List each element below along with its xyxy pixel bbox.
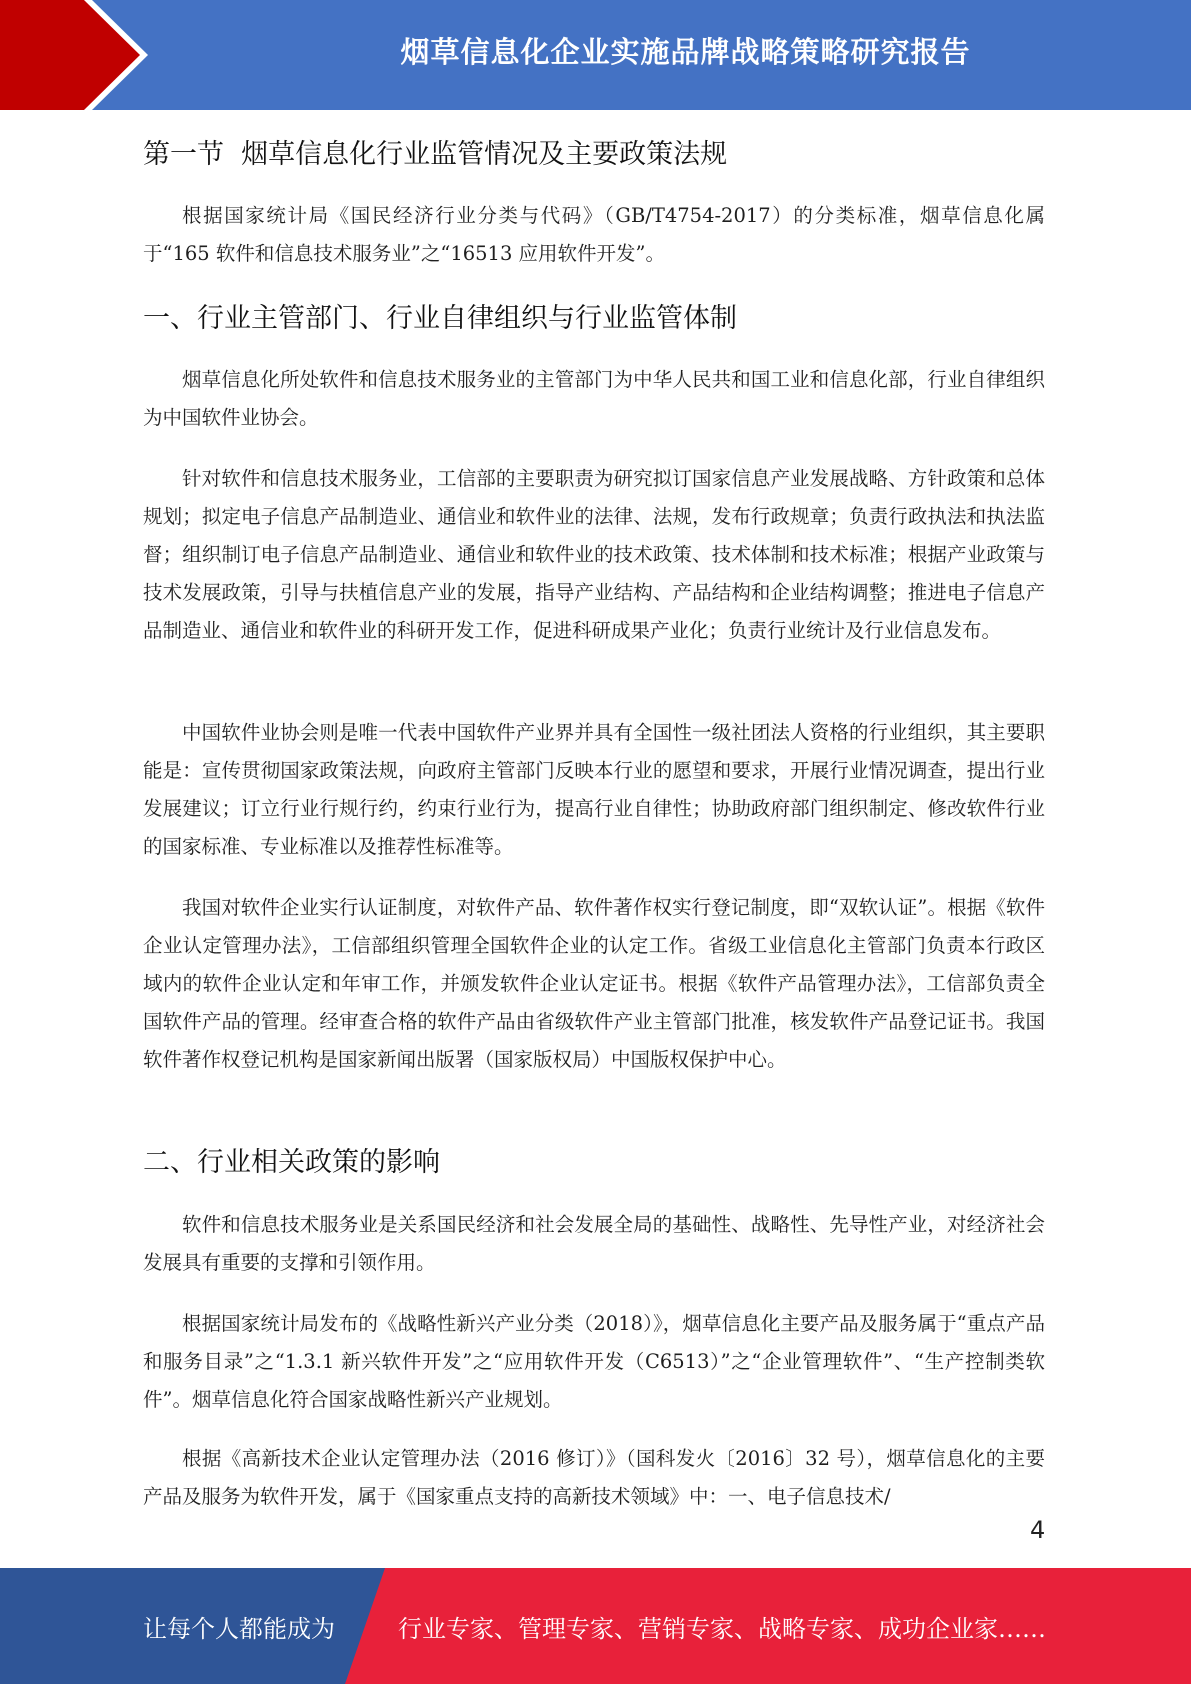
part2-paragraph: 根据国家统计局发布的《战略性新兴产业分类（2018）》，烟草信息化主要产品及服务属于“重点产品和服务目录”之“1.3.1 新兴软件开发”之“应用软件开发（C6513）”之“企业管理软件”、“生产控制类软件”。烟草信息化符合国家战略性新兴产业规划。 — [143, 1312, 1045, 1411]
footer-slogan-right: 行业专家、管理专家、营销专家、战略专家、成功企业家…… — [398, 1614, 1046, 1643]
section-header — [143, 132, 1045, 171]
intro-paragraph: 根据国家统计局《国民经济行业分类与代码》（GB/T4754-2017）的分类标准，烟草信息化属于“165 软件和信息技术服务业”之“16513 应用软件开发”。 — [143, 204, 1045, 265]
part2-paragraph: 根据《高新技术企业认定管理办法（2016 修订）》（国科发火〔2016〕32 号），烟草信息化的主要产品及服务为软件开发，属于《国家重点支持的高新技术领域》中：一、电子信息技术/ — [143, 1447, 1045, 1508]
part1-heading-block — [143, 296, 1045, 335]
part1-para-4-block — [143, 889, 1045, 1079]
section-title: 第一节 烟草信息化行业监管情况及主要政策法规 — [143, 139, 728, 170]
part2-paragraph: 软件和信息技术服务业是关系国民经济和社会发展全局的基础性、战略性、先导性产业，对经济社会发展具有重要的支撑和引领作用。 — [143, 1213, 1045, 1274]
part1-para-2-block — [143, 460, 1045, 650]
part1-heading: 一、行业主管部门、行业自律组织与行业监管体制 — [143, 303, 737, 334]
page-footer — [0, 1568, 1191, 1684]
part1-paragraph: 我国对软件企业实行认证制度，对软件产品、软件著作权实行登记制度，即“双软认证”。根据《软件企业认定管理办法》，工信部组织管理全国软件企业的认定工作。省级工业信息化主管部门负责本行政区域内的软件企业认定和年审工作，并颁发软件企业认定证书。根据《软件产品管理办法》，工信部负责全国软件产品的管理。经审查合格的软件产品由省级软件产业主管部门批准，核发软件产品登记证书。我国软件著作权登记机构是国家新闻出版署（国家版权局）中国版权保护中心。 — [143, 896, 1045, 1071]
footer-slogan-left: 让每个人都能成为 — [143, 1614, 335, 1643]
part1-paragraph: 中国软件业协会则是唯一代表中国软件产业界并具有全国性一级社团法人资格的行业组织，其主要职能是：宣传贯彻国家政策法规，向政府主管部门反映本行业的愿望和要求，开展行业情况调查，提出行业发展建议；订立行业行规行约，约束行业行为，提高行业自律性；协助政府部门组织制定、修改软件行业的国家标准、专业标准以及推荐性标准等。 — [143, 721, 1045, 858]
part2-para-1-block — [143, 1206, 1045, 1282]
part1-paragraph: 烟草信息化所处软件和信息技术服务业的主管部门为中华人民共和国工业和信息化部，行业自律组织为中国软件业协会。 — [143, 368, 1045, 429]
part1-paragraph: 针对软件和信息技术服务业，工信部的主要职责为研究拟订国家信息产业发展战略、方针政策和总体规划；拟定电子信息产品制造业、通信业和软件业的法律、法规，发布行政规章；负责行政执法和执法监督；组织制订电子信息产品制造业、通信业和软件业的技术政策、技术体制和技术标准；根据产业政策与技术发展政策，引导与扶植信息产业的发展，指导产业结构、产品结构和企业结构调整；推进电子信息产品制造业、通信业和软件业的科研开发工作，促进科研成果产业化；负责行业统计及行业信息发布。 — [143, 467, 1045, 642]
part2-para-3-block — [143, 1440, 1045, 1516]
part2-heading-block — [143, 1140, 1045, 1179]
header-arrow-decoration — [0, 0, 170, 110]
report-title: 烟草信息化企业实施品牌战略策略研究报告 — [400, 34, 971, 69]
part2-heading: 二、行业相关政策的影响 — [143, 1147, 440, 1178]
page-number: 4 — [1030, 1516, 1046, 1544]
part1-para-3-block — [143, 714, 1045, 866]
part1-para-1-block — [143, 361, 1045, 437]
page-header — [0, 0, 1191, 110]
part2-para-2-block — [143, 1305, 1045, 1419]
intro-block — [143, 197, 1045, 273]
